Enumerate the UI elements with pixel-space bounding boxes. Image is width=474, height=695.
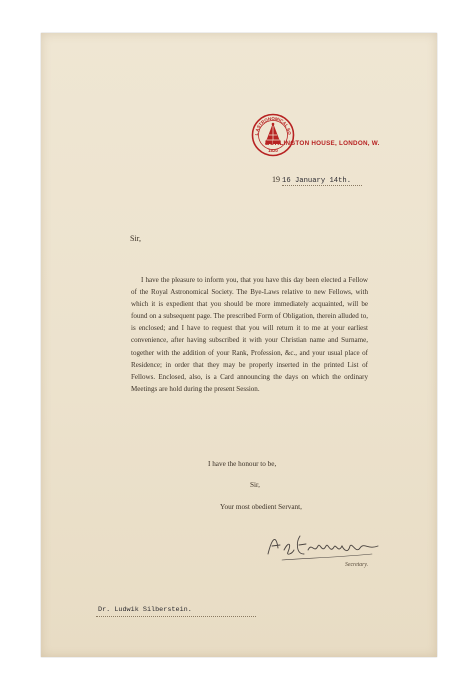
signature-title: Secretary. [345,562,369,568]
letter-date [272,175,422,185]
closing-line-2: Sir, [250,481,260,489]
date-rule [282,185,362,186]
closing-line-3: Your most obedient Servant, [220,503,302,511]
recipient-rule [96,616,256,617]
letter-body: I have the pleasure to inform you, that you have this day been elected a Fellow of the Royal Astronomical Society. The Bye-Laws relative to new Fellows, with which it is expedient that you should be more immediately acquainted, will be found on a subsequent page. The prescribed Form of Obligation, therein alluded to, is enclosed; and I have to request that you will return it to me at your earliest convenience, after having subscribed it with your Christian name and Surname, together with the addition of your Rank, Profession, &c., and your usual place of Residence; in order that they may be properly inserted in the printed List of Fellows. Enclosed, also, is a Card announcing the days on which the ordinary Meetings are hold during the present Session. [131,276,368,393]
recipient-name: Dr. Ludwik Silberstein. [98,606,192,614]
seal-motto: L ASTRONOMICAL SO [253,115,293,136]
society-seal-icon [251,113,295,157]
date-typed: 16 January 14th. [282,177,352,185]
salutation: Sir, [130,234,142,243]
letterhead-address: BURLINGTON HOUSE, LONDON, W. [265,140,380,147]
closing-line-1: I have the honour to be, [208,460,277,468]
date-prefix: 19 [272,175,280,184]
seal-year: 1820 [268,148,278,153]
